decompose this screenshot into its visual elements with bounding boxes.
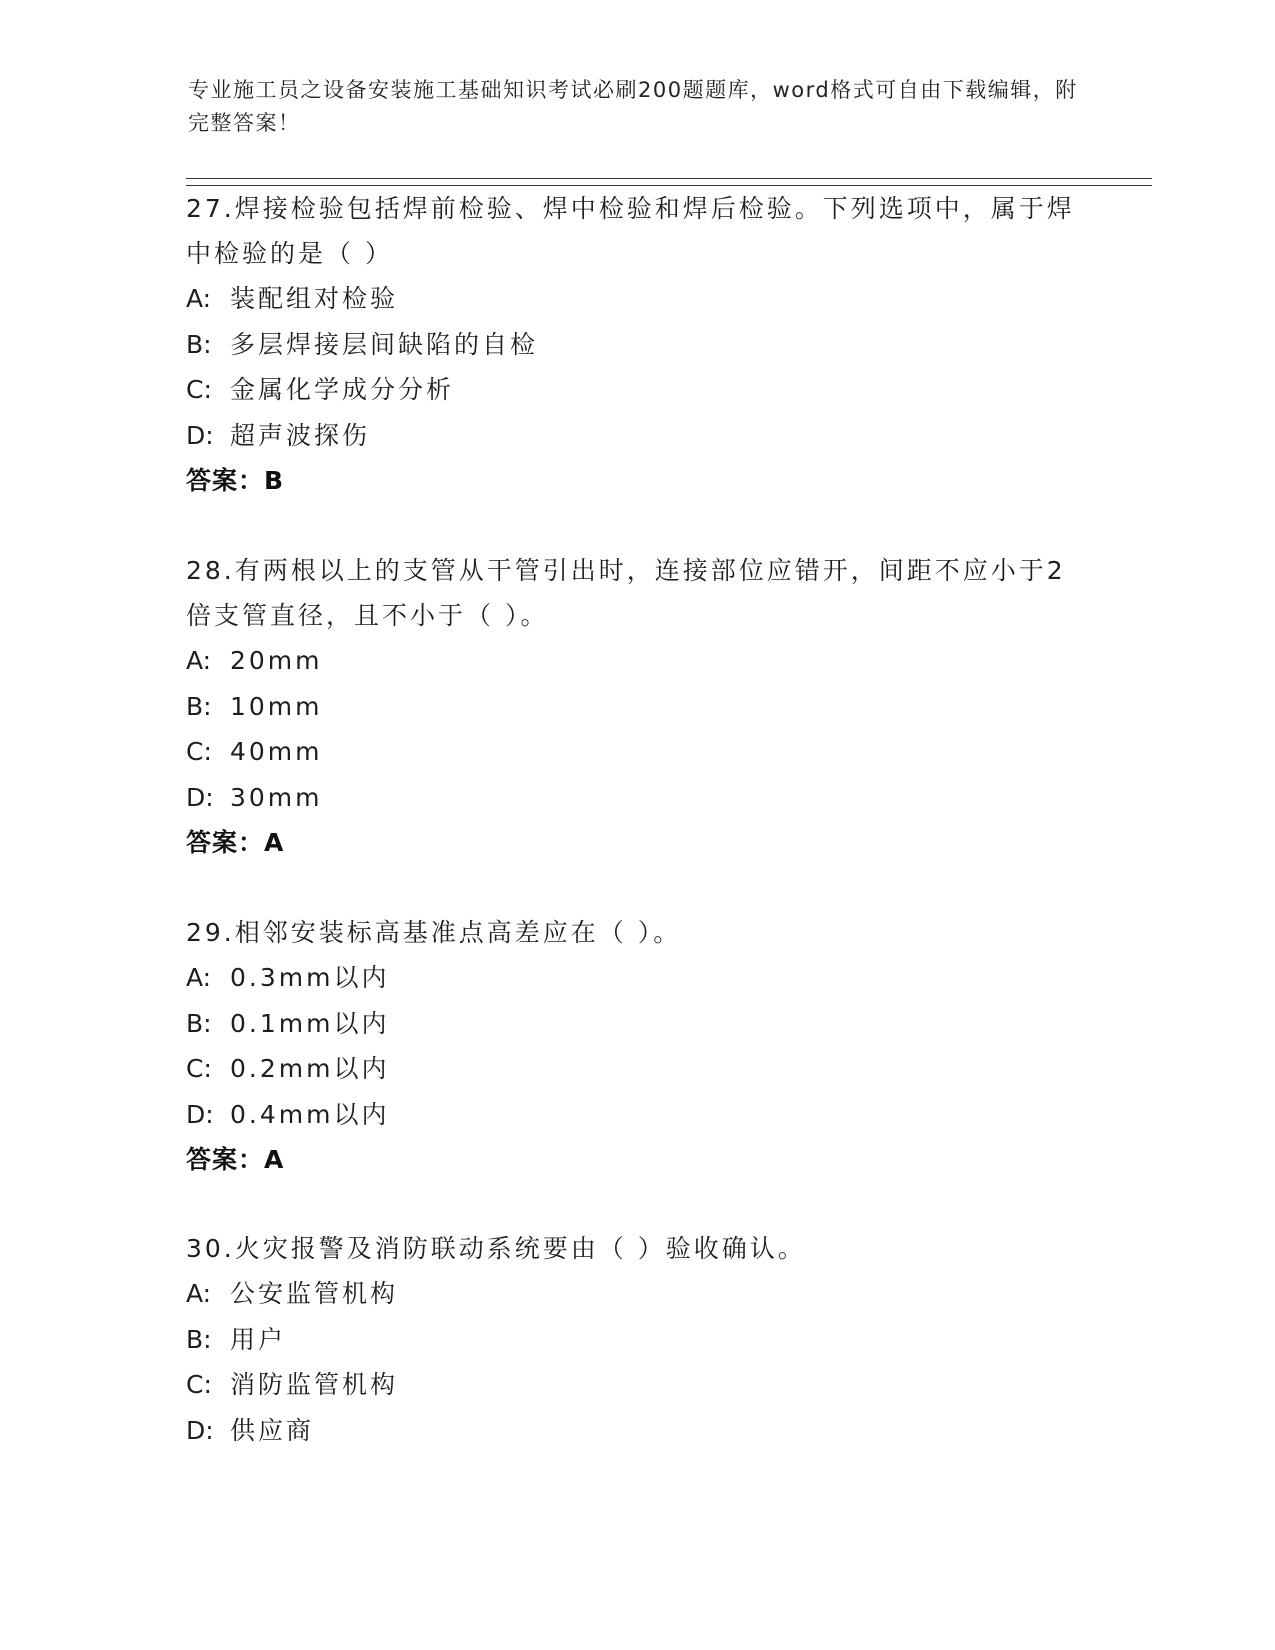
option-d <box>186 413 1086 459</box>
option-text: 0.1mm以内 <box>230 1008 390 1038</box>
option-key: C: <box>186 1370 212 1399</box>
question-28 <box>186 548 1086 866</box>
option-key: D: <box>186 1415 214 1445</box>
option-text: 20mm <box>230 646 323 675</box>
option-key: A: <box>186 284 212 313</box>
option-key: C: <box>186 737 212 766</box>
header-divider <box>186 178 1152 186</box>
option-key: A: <box>186 646 212 675</box>
option-text: 10mm <box>230 691 323 721</box>
option-text: 0.4mm以内 <box>230 1099 390 1129</box>
option-text: 用户 <box>230 1324 287 1354</box>
option-d <box>186 1408 1086 1454</box>
answer-line: 答案：B <box>186 466 285 495</box>
option-b <box>186 1317 1086 1363</box>
option-key: C: <box>186 1054 212 1083</box>
page-header-title: 专业施工员之设备安装施工基础知识考试必刷200题题库，word格式可自由下载编辑，附完整答案！ <box>188 78 1078 135</box>
answer-line: 答案：A <box>186 828 285 857</box>
option-text: 供应商 <box>230 1415 315 1445</box>
question-stem: 27.焊接检验包括焊前检验、焊中检验和焊后检验。下列选项中，属于焊中检验的是（ ） <box>186 194 1075 268</box>
option-a <box>186 1271 1086 1317</box>
option-text: 30mm <box>230 782 323 812</box>
option-a <box>186 638 1086 684</box>
option-d <box>186 775 1086 821</box>
option-text: 0.2mm以内 <box>230 1054 390 1083</box>
option-a <box>186 955 1086 1001</box>
option-a <box>186 276 1086 322</box>
question-29 <box>186 910 1086 1183</box>
option-text: 超声波探伤 <box>230 420 371 450</box>
option-c <box>186 729 1086 775</box>
option-key: D: <box>186 420 214 450</box>
option-key: A: <box>186 1279 212 1308</box>
option-key: D: <box>186 782 214 812</box>
option-text: 公安监管机构 <box>230 1279 399 1308</box>
question-stem: 30.火灾报警及消防联动系统要由（ ）验收确认。 <box>186 1234 806 1263</box>
option-b <box>186 322 1086 368</box>
option-key: B: <box>186 329 212 359</box>
option-key: B: <box>186 691 212 721</box>
option-key: A: <box>186 963 212 992</box>
answer-line: 答案：A <box>186 1145 285 1174</box>
option-b <box>186 684 1086 730</box>
option-c <box>186 367 1086 413</box>
option-text: 装配组对检验 <box>230 284 399 313</box>
option-text: 金属化学成分分析 <box>230 375 455 404</box>
question-27 <box>186 186 1086 504</box>
option-text: 40mm <box>230 737 323 766</box>
option-key: C: <box>186 375 212 404</box>
option-d <box>186 1092 1086 1138</box>
option-text: 多层焊接层间缺陷的自检 <box>230 329 539 359</box>
option-key: B: <box>186 1008 212 1038</box>
question-30 <box>186 1226 1086 1453</box>
option-text: 0.3mm以内 <box>230 963 390 992</box>
option-key: D: <box>186 1099 214 1129</box>
option-text: 消防监管机构 <box>230 1370 399 1399</box>
option-b <box>186 1001 1086 1047</box>
option-key: B: <box>186 1324 212 1354</box>
question-stem: 28.有两根以上的支管从干管引出时，连接部位应错开，间距不应小于2倍支管直径，且不小于（ ）。 <box>186 556 1066 630</box>
option-c <box>186 1362 1086 1408</box>
question-stem: 29.相邻安装标高基准点高差应在（ ）。 <box>186 918 682 947</box>
option-c <box>186 1046 1086 1092</box>
